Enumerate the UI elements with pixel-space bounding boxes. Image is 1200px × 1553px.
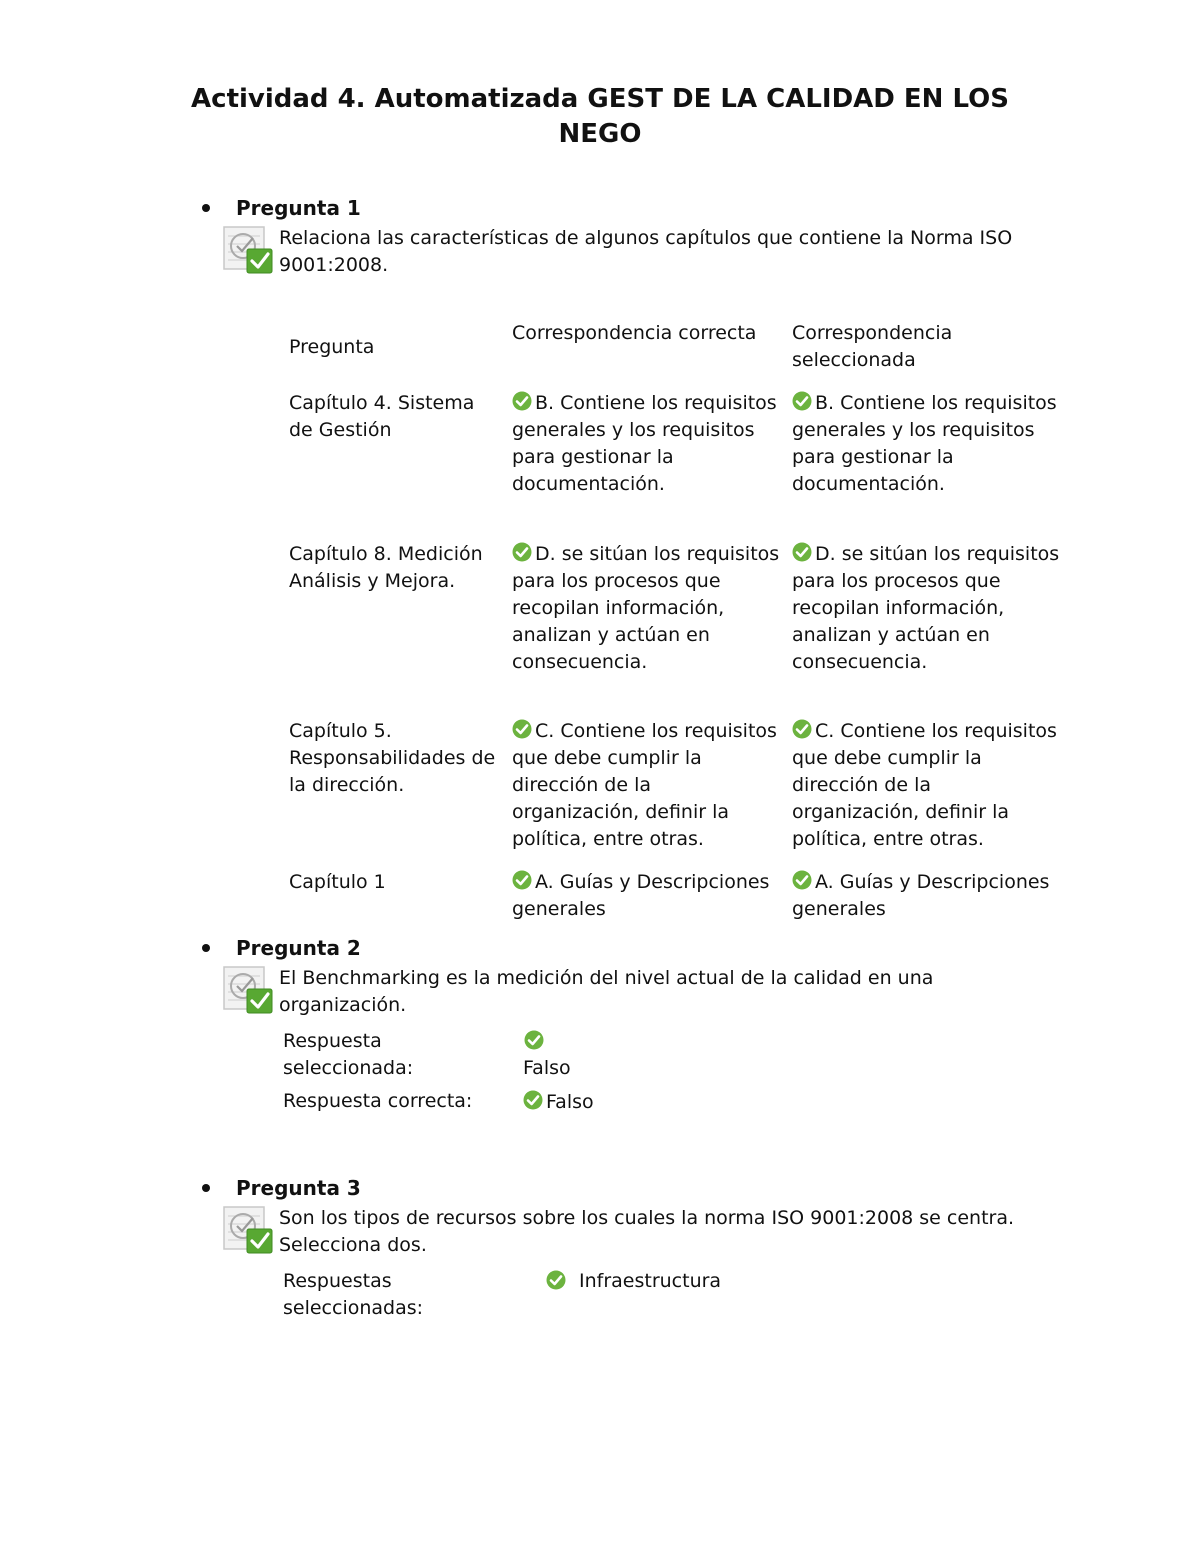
bullet	[202, 944, 210, 952]
table-cell-correcta	[512, 718, 777, 853]
table-cell-pregunta: Capítulo 8. Medición Análisis y Mejora.	[289, 543, 483, 592]
check-icon	[524, 1030, 544, 1050]
question-3-text: Son los tipos de recursos sobre los cuales la norma ISO 9001:2008 se centra. Selecciona dos.	[279, 1207, 1015, 1256]
answer-text: D. se sitúan los requisitos para los procesos que recopilan información, analizan y actúan en consecuencia.	[512, 543, 780, 673]
table-cell-pregunta: Capítulo 5. Responsabilidades de la dirección.	[289, 720, 496, 796]
check-icon	[523, 1090, 543, 1110]
check-icon	[512, 870, 532, 890]
table-cell-seleccionada	[792, 869, 1067, 923]
table-cell-pregunta: Capítulo 1	[289, 871, 386, 893]
question-1-heading: Pregunta 1	[236, 196, 361, 220]
graded-correct-icon	[222, 1204, 274, 1256]
question-1-text: Relaciona las características de algunos capítulos que contiene la Norma ISO 9001:2008.	[279, 227, 1013, 276]
table-cell-correcta	[512, 541, 782, 676]
page-title: Actividad 4. Automatizada GEST DE LA CALIDAD EN LOS NEGO	[191, 84, 1009, 149]
answer-text: D. se sitúan los requisitos para los procesos que recopilan información, analizan y actúan en consecuencia.	[792, 543, 1060, 673]
answer-text: A. Guías y Descripciones generales	[792, 871, 1050, 920]
table-cell-correcta	[512, 869, 787, 923]
selected-answer-value: Infraestructura	[579, 1270, 722, 1292]
question-2-heading: Pregunta 2	[236, 936, 361, 960]
check-icon	[792, 870, 812, 890]
answer-text: B. Contiene los requisitos generales y los requisitos para gestionar la documentación.	[792, 392, 1057, 495]
check-icon	[792, 391, 812, 411]
answer-text: Falso	[546, 1091, 594, 1113]
check-icon	[792, 719, 812, 739]
check-icon	[792, 542, 812, 562]
check-icon	[546, 1270, 566, 1290]
table-cell-seleccionada	[792, 390, 1062, 498]
table-header-pregunta: Pregunta	[289, 336, 375, 358]
selected-answer-value: Falso	[523, 1057, 571, 1079]
question-2-text: El Benchmarking es la medición del nivel actual de la calidad en una organización.	[279, 967, 934, 1016]
table-cell-seleccionada	[792, 718, 1057, 853]
graded-correct-icon	[222, 224, 274, 276]
check-icon	[512, 719, 532, 739]
correct-answer-value	[523, 1089, 603, 1116]
answer-text: A. Guías y Descripciones generales	[512, 871, 770, 920]
answer-text: C. Contiene los requisitos que debe cumplir la dirección de la organización, definir la política, entre otras.	[512, 720, 777, 850]
table-cell-seleccionada	[792, 541, 1062, 676]
bullet	[202, 1184, 210, 1192]
table-header-correcta: Correspondencia correcta	[512, 322, 757, 344]
answer-text: B. Contiene los requisitos generales y los requisitos para gestionar la documentación.	[512, 392, 777, 495]
correct-answer-label: Respuesta correcta:	[283, 1090, 473, 1112]
question-3-heading: Pregunta 3	[236, 1176, 361, 1200]
table-cell-pregunta: Capítulo 4. Sistema de Gestión	[289, 392, 475, 441]
bullet	[202, 204, 210, 212]
table-cell-correcta	[512, 390, 782, 498]
check-icon	[512, 391, 532, 411]
graded-correct-icon	[222, 964, 274, 1016]
answer-text: C. Contiene los requisitos que debe cumplir la dirección de la organización, definir la política, entre otras.	[792, 720, 1057, 850]
selected-answers-label: Respuestas seleccionadas:	[283, 1270, 424, 1319]
selected-answer-label: Respuesta seleccionada:	[283, 1030, 414, 1079]
table-header-seleccionada: Correspondencia seleccionada	[792, 322, 953, 371]
check-icon	[512, 542, 532, 562]
